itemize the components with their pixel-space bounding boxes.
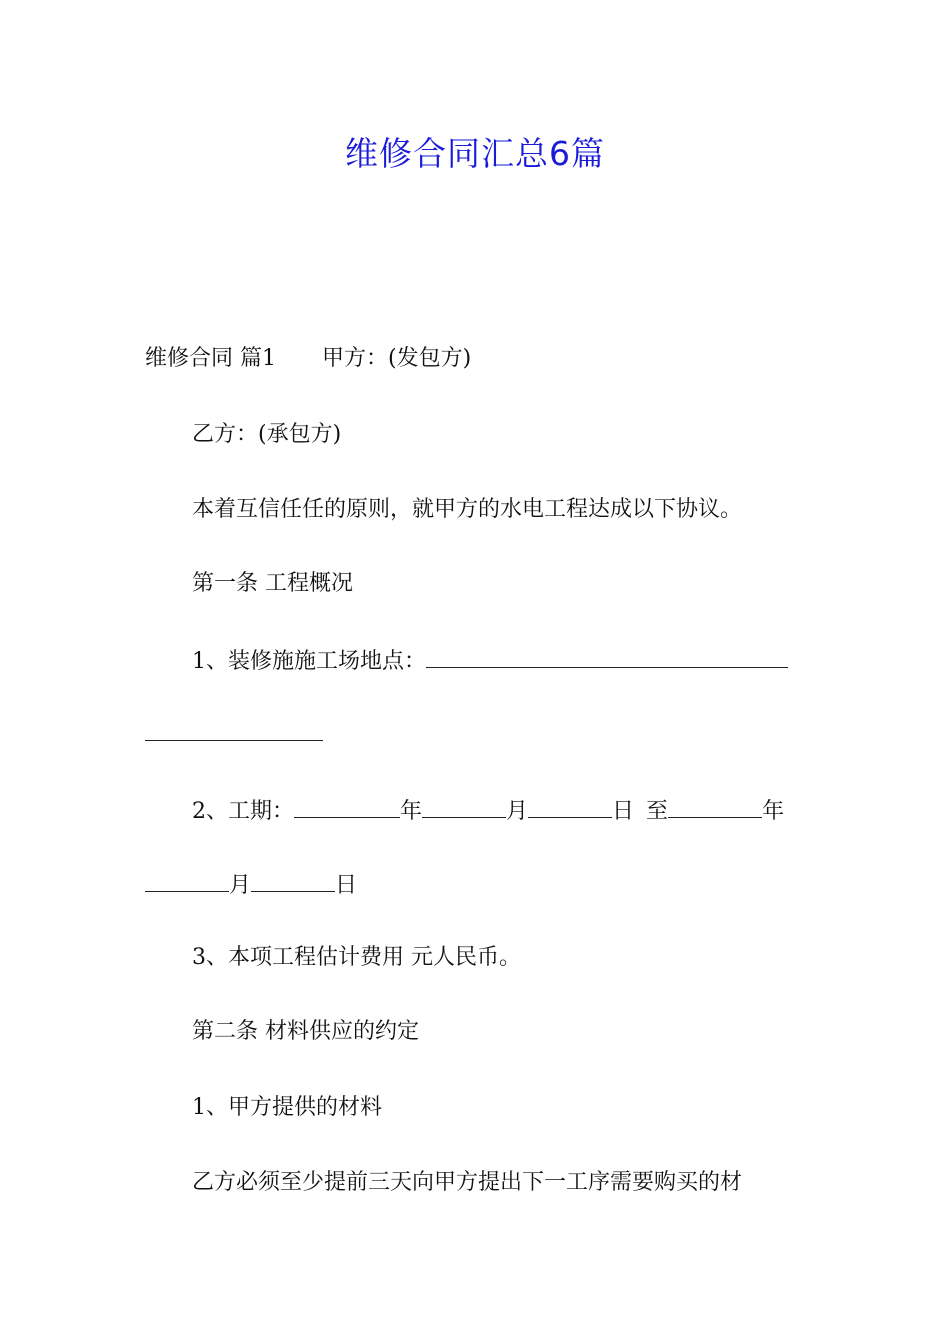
location-blank	[426, 645, 788, 668]
item-3-cost: 3、本项工程估计费用 元人民币。	[192, 945, 521, 970]
end-day-blank	[251, 869, 335, 892]
document-title: 维修合同汇总6篇	[345, 134, 605, 173]
start-day-blank	[528, 795, 612, 818]
end-month-blank	[145, 869, 229, 892]
article-1-title: 第一条 工程概况	[192, 571, 353, 596]
end-day-label: 日	[335, 873, 358, 898]
end-year-blank	[668, 795, 762, 818]
to-label: 至	[646, 799, 669, 824]
contract-heading: 维修合同 篇1	[145, 346, 276, 371]
article-2-title: 第二条 材料供应的约定	[192, 1019, 419, 1044]
party-a-label: 甲方：(发包方)	[322, 346, 472, 371]
start-month-blank	[422, 795, 506, 818]
item-1-label: 1、装修施施工场地点：	[192, 649, 426, 674]
item-2-period	[192, 795, 784, 827]
item-1-location	[192, 645, 788, 677]
item-2-period-continued	[145, 869, 357, 901]
end-year-label: 年	[762, 799, 785, 824]
item-2-1-materials: 1、甲方提供的材料	[192, 1095, 382, 1120]
item-2-label: 2、工期：	[192, 799, 294, 824]
intro-paragraph: 本着互信任任的原则，就甲方的水电工程达成以下协议。	[192, 497, 743, 522]
heading-line	[145, 344, 471, 374]
location-blank-2	[145, 718, 323, 741]
party-b-label: 乙方：(承包方)	[192, 422, 342, 447]
year-label: 年	[400, 799, 423, 824]
day-label: 日	[612, 799, 635, 824]
start-year-blank	[294, 795, 400, 818]
paragraph-materials: 乙方必须至少提前三天向甲方提出下一工序需要购买的材	[192, 1170, 743, 1195]
end-month-label: 月	[229, 873, 252, 898]
location-blank-continued	[145, 718, 323, 750]
month-label: 月	[506, 799, 529, 824]
